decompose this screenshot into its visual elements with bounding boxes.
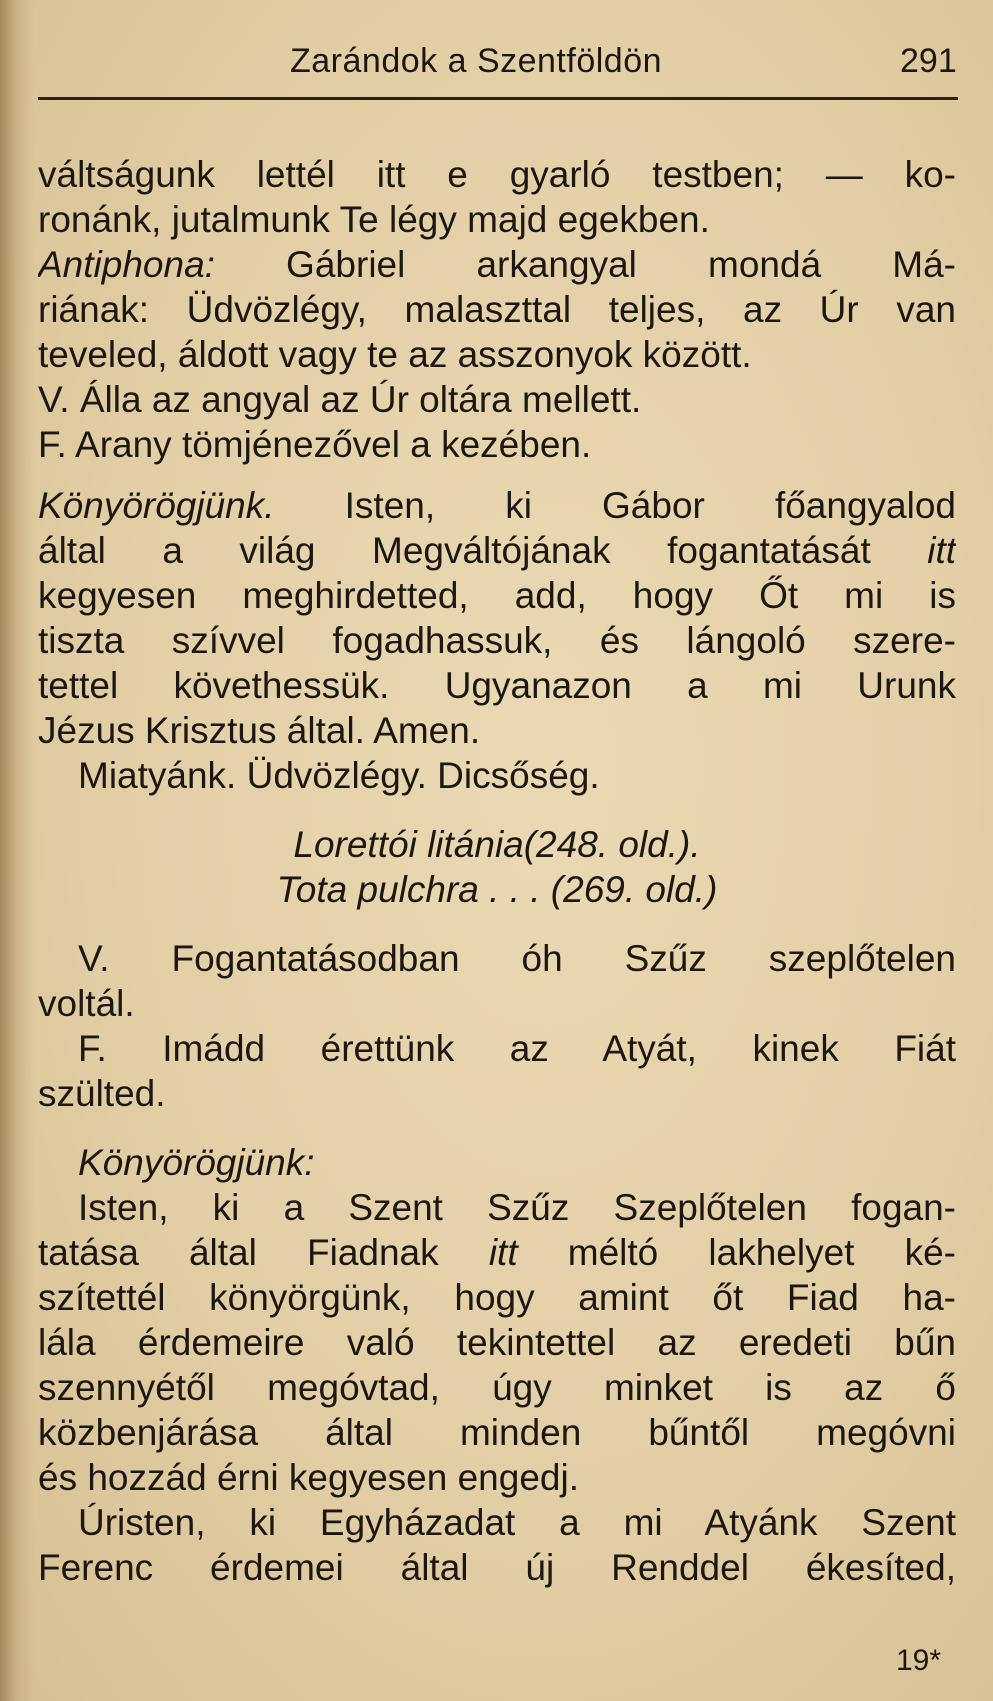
text-line: teveled, áldott vagy te az asszonyok között. [38,334,752,375]
response-line: F. Arany tömjénezővel a kezében. [38,424,592,465]
litany-reference: Lorettói litánia(248. old.). [293,824,701,865]
text-line: és hozzád érni kegyesen engedj. [38,1457,579,1498]
text-line [38,242,956,287]
versicle-line: V. Fogantatásodban óh Szűz szeplőtelen [78,938,956,979]
text-line: tettel követhessük. Ugyanazon a mi Urunk [38,665,956,706]
text-line: kegyesen meghirdetted, add, hogy Őt mi is [38,575,956,616]
header-rule [38,97,958,100]
text-segment: által a világ Megváltójának fogantatását [38,530,928,571]
text-segment: Gábriel arkangyal mondá Má- [214,244,956,285]
antiphona-label: Antiphona: [38,244,215,285]
text-line: Jézus Krisztus által. Amen. [38,710,481,751]
text-line: voltál. [38,983,135,1024]
running-title: Zarándok a Szentföldön [290,42,663,80]
text-line [38,528,956,573]
text-line: lála érdemeire való tekintettel az eredeti bűn [38,1322,956,1363]
text-line: ronánk, jutalmunk Te légy majd egekben. [38,199,710,240]
text-line [38,1230,956,1275]
text-line [38,483,956,528]
text-line: közbenjárása által minden bűntől megóvni [38,1412,956,1453]
text-line: szülted. [38,1073,166,1114]
italic-word: itt [488,1232,518,1273]
text-line: riának: Üdvözlégy, malaszttal teljes, az Úr van [38,289,956,330]
text-line: szennyétől megóvtad, úgy minket is az ő [38,1367,956,1408]
page-number: 291 [900,42,957,80]
prayer-label: Könyörögjünk: [78,1142,315,1183]
text-segment: méltó lakhelyet ké- [517,1232,956,1273]
running-head [0,42,993,102]
body-text [38,152,956,1590]
text-line: váltságunk lettél itt e gyarló testben; — ko- [38,154,956,195]
page-gutter-shadow [0,0,34,1701]
text-segment: Isten, ki Gábor főangyalod [274,485,956,526]
prayer-label: Könyörögjünk. [38,485,275,526]
text-segment: tatása által Fiadnak [38,1232,489,1273]
response-line: F. Imádd érettünk az Atyát, kinek Fiát [78,1028,956,1069]
text-line: tiszta szívvel fogadhassuk, és lángoló szere- [38,620,956,661]
versicle-line: V. Álla az angyal az Úr oltára mellett. [38,379,642,420]
hymn-reference: Tota pulchra . . . (269. old.) [276,869,718,910]
italic-word: itt [927,530,956,571]
text-line: Úristen, ki Egyházadat a mi Atyánk Szent [78,1502,956,1543]
text-line: szítettél könyörgünk, hogy amint őt Fiad ha- [38,1277,956,1318]
signature-mark: 19* [896,1644,942,1677]
text-line: Isten, ki a Szent Szűz Szeplőtelen fogan- [78,1187,956,1228]
text-line: Ferenc érdemei által új Renddel ékesíted, [38,1547,956,1588]
text-line: Miatyánk. Üdvözlégy. Dicsőség. [78,755,600,796]
